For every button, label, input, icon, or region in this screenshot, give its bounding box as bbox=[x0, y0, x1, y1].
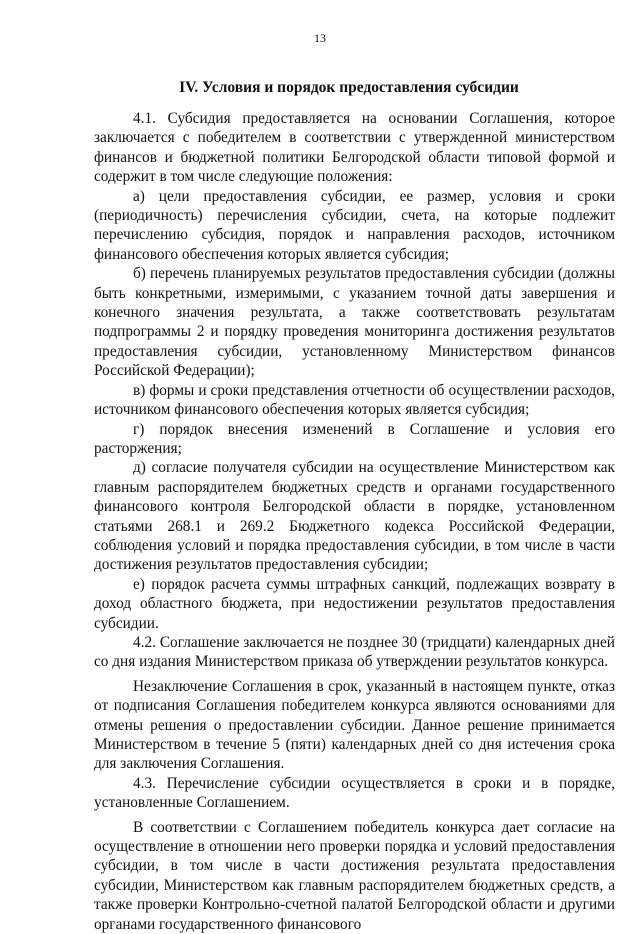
paragraph-4-2: 4.2. Соглашение заключается не позднее 30 (тридцати) календарных дней со дня издания Министерством приказа об утверждении результатов конкурса. bbox=[94, 633, 615, 671]
paragraph-4-1: 4.1. Субсидия предоставляется на основании Соглашения, которое заключается с победителем в соответствии с утвержденной министерством финансов и бюджетной политики Белгородской области типовой формой и содержит в том числе следующие положения: bbox=[94, 110, 615, 186]
paragraph-item-d: д) согласие получателя субсидии на осуществление Министерством как главным распорядителем бюджетных средств и органами государственного финансового контроля Белгородской области в порядке, установленном статьями 268.1 и 269.2 Бюджетного кодекса Российской Федерации, соблюдения условий и порядка предоставления субсидии, в том числе в части достижения результатов предоставления субсидии; bbox=[94, 459, 615, 574]
paragraph-item-a: а) цели предоставления субсидии, ее размер, условия и сроки (периодичность) перечисления субсидии, счета, на которые подлежит перечислению субсидия, порядок и направления расходов, источником финансового обеспечения которых является субсидия; bbox=[94, 187, 615, 263]
paragraph-item-g: г) порядок внесения изменений в Соглашение и условия его расторжения; bbox=[94, 420, 615, 457]
paragraph-4-3: 4.3. Перечисление субсидии осуществляется в сроки и в порядке, установленные Соглашением. bbox=[94, 774, 615, 812]
paragraph-item-e: е) порядок расчета суммы штрафных санкций, подлежащих возврату в доход областного бюджета, при недостижении результатов предоставления субсидии. bbox=[94, 575, 615, 632]
paragraph-non-conclusion: Незаключение Соглашения в срок, указанный в настоящем пункте, отказ от подписания Соглашения победителем конкурса являются основаниями для отмены решения о предоставлении субсидии. Данное решение принимается Министерством в течение 5 (пяти) календарных дней со дня истечения срока для заключения Соглашения. bbox=[94, 677, 615, 773]
section-title: IV. Условия и порядок предоставления субсидии bbox=[179, 79, 519, 96]
document-body bbox=[94, 109, 615, 934]
paragraph-consent: В соответствии с Соглашением победитель конкурса дает согласие на осуществление в отношении него проверки порядка и условий предоставления субсидии, в том числе в части достижения результата предоставления субсидии, Министерством как главным распорядителем бюджетных средств, а также проверки Контрольно-счетной палатой Белгородской области и другими органами государственного финансового bbox=[94, 818, 615, 933]
page-number: 13 bbox=[314, 31, 326, 45]
paragraph-item-v: в) формы и сроки представления отчетности об осуществлении расходов, источником финансового обеспечения которых является субсидия; bbox=[94, 381, 615, 419]
paragraph-item-b: б) перечень планируемых результатов предоставления субсидии (должны быть конкретными, измеримыми, с указанием точной даты завершения и конечного значения результата, а также соответствовать результатам подпрограммы 2 и порядку проведения мониторинга достижения результатов предоставления субсидии, установленному Министерством финансов Российской Федерации); bbox=[94, 265, 615, 380]
